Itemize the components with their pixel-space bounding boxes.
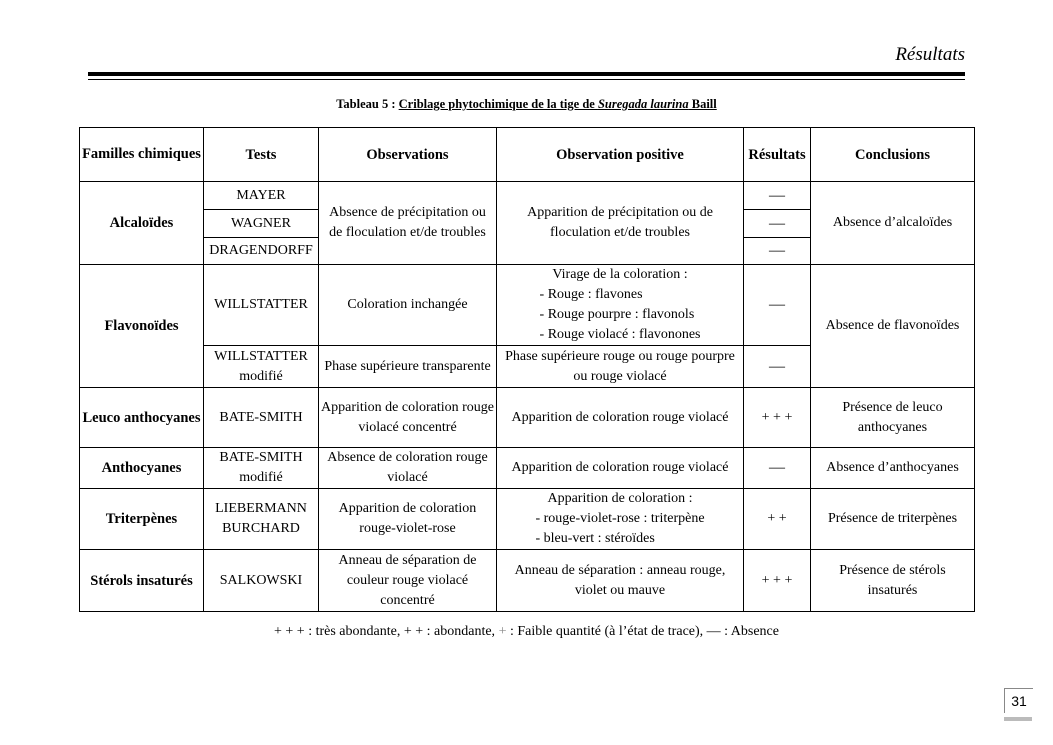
list-item: - rouge-violet-rose : triterpène [535, 511, 705, 526]
positive-intro: Virage de la coloration : [552, 267, 688, 282]
caption-prefix: Tableau 5 : [336, 97, 399, 111]
table-row [80, 448, 975, 489]
positive-list [535, 509, 704, 549]
table-row [80, 550, 975, 612]
positive-list [540, 285, 701, 345]
result-cell: + + [744, 489, 811, 550]
table-row [80, 388, 975, 448]
result-cell: — [744, 265, 811, 346]
test-cell: SALKOWSKI [204, 550, 319, 612]
test-cell: BATE-SMITH modifié [204, 448, 319, 489]
family-triterpenes: Triterpènes [80, 489, 204, 550]
positive-cell: Phase supérieure rouge ou rouge pourpre ou rouge violacé [497, 346, 744, 388]
family-leuco: Leuco anthocyanes [80, 388, 204, 448]
caption-title [399, 97, 717, 111]
caption-title-text: Criblage phytochimique de la tige de [398, 97, 598, 111]
conclusion-cell: Absence de flavonoïdes [811, 265, 975, 388]
observation-cell: Coloration inchangée [319, 265, 497, 346]
positive-cell: Apparition de coloration rouge violacé [497, 448, 744, 489]
positive-cell: Anneau de séparation : anneau rouge, violet ou mauve [497, 550, 744, 612]
list-item-text: Rouge pourpre : flavonols [547, 307, 695, 322]
positive-cell: Apparition de coloration rouge violacé [497, 388, 744, 448]
list-item: - bleu-vert : stéroïdes [535, 531, 655, 546]
test-cell: WAGNER [204, 210, 319, 238]
header-tests: Tests [204, 128, 319, 182]
result-cell: — [744, 346, 811, 388]
header-families: Familles chimiques [80, 128, 204, 182]
result-cell: + + + [744, 550, 811, 612]
header-positive: Observation positive [497, 128, 744, 182]
observation-cell: Anneau de séparation de couleur rouge violacé concentré [319, 550, 497, 612]
test-cell: WILLSTATTER modifié [204, 346, 319, 388]
result-cell: — [744, 448, 811, 489]
page-number: 31 [1004, 688, 1033, 713]
conclusion-cell: Absence d’alcaloïdes [811, 182, 975, 265]
header-observations: Observations [319, 128, 497, 182]
table-row [80, 265, 975, 346]
result-cell: — [744, 182, 811, 210]
list-item: - Rouge pourpre : flavonols [539, 307, 695, 322]
family-alcaloides: Alcaloïdes [80, 182, 204, 265]
test-cell: MAYER [204, 182, 319, 210]
conclusion-cell: Présence de leuco anthocyanes [811, 388, 975, 448]
test-cell: LIEBERMANN BURCHARD [204, 489, 319, 550]
family-flavonoides: Flavonoïdes [80, 265, 204, 388]
conclusion-cell: Absence d’anthocyanes [811, 448, 975, 489]
conclusion-cell: Présence de triterpènes [811, 489, 975, 550]
caption-suffix: Baill [688, 97, 717, 111]
positive-cell: Apparition de précipitation ou de floculation et/de troubles [497, 182, 744, 265]
list-item-text: Rouge : flavones [547, 287, 643, 302]
legend-part1: + + + : très abondante, + + : abondante, [274, 624, 499, 639]
family-anthocyanes: Anthocyanes [80, 448, 204, 489]
positive-cell [497, 489, 744, 550]
section-title: Résultats [895, 44, 965, 65]
list-item-text: Rouge violacé : flavonones [547, 327, 701, 342]
observation-cell: Absence de précipitation ou de floculation et/de troubles [319, 182, 497, 265]
test-cell: DRAGENDORFF [204, 238, 319, 265]
table-header-row [80, 128, 975, 182]
header-rule-thick [88, 72, 965, 76]
conclusion-cell: Présence de stérols insaturés [811, 550, 975, 612]
screening-table [79, 127, 975, 612]
page-number-bar [1004, 717, 1032, 721]
result-cell: — [744, 210, 811, 238]
positive-cell [497, 265, 744, 346]
table-row [80, 182, 975, 210]
result-cell: + + + [744, 388, 811, 448]
table-row [80, 489, 975, 550]
header-conclusions: Conclusions [811, 128, 975, 182]
observation-cell: Apparition de coloration rouge-violet-rose [319, 489, 497, 550]
table-legend [0, 624, 1053, 640]
table-caption [0, 97, 1053, 112]
observation-cell: Apparition de coloration rouge violacé concentré [319, 388, 497, 448]
test-cell: WILLSTATTER [204, 265, 319, 346]
legend-trace-symbol: + [498, 624, 507, 639]
legend-part3: : Faible quantité (à l’état de trace), — : Absence [506, 624, 779, 639]
observation-cell: Absence de coloration rouge violacé [319, 448, 497, 489]
observation-cell: Phase supérieure transparente [319, 346, 497, 388]
list-item: - Rouge violacé : flavonones [539, 327, 701, 342]
family-sterols: Stérols insaturés [80, 550, 204, 612]
header-rule-thin [88, 79, 965, 80]
caption-species: Suregada laurina [597, 97, 689, 111]
positive-intro: Apparition de coloration : [547, 491, 693, 506]
list-item: - Rouge : flavones [539, 287, 643, 302]
header-results: Résultats [744, 128, 811, 182]
result-cell: — [744, 238, 811, 265]
test-cell: BATE-SMITH [204, 388, 319, 448]
